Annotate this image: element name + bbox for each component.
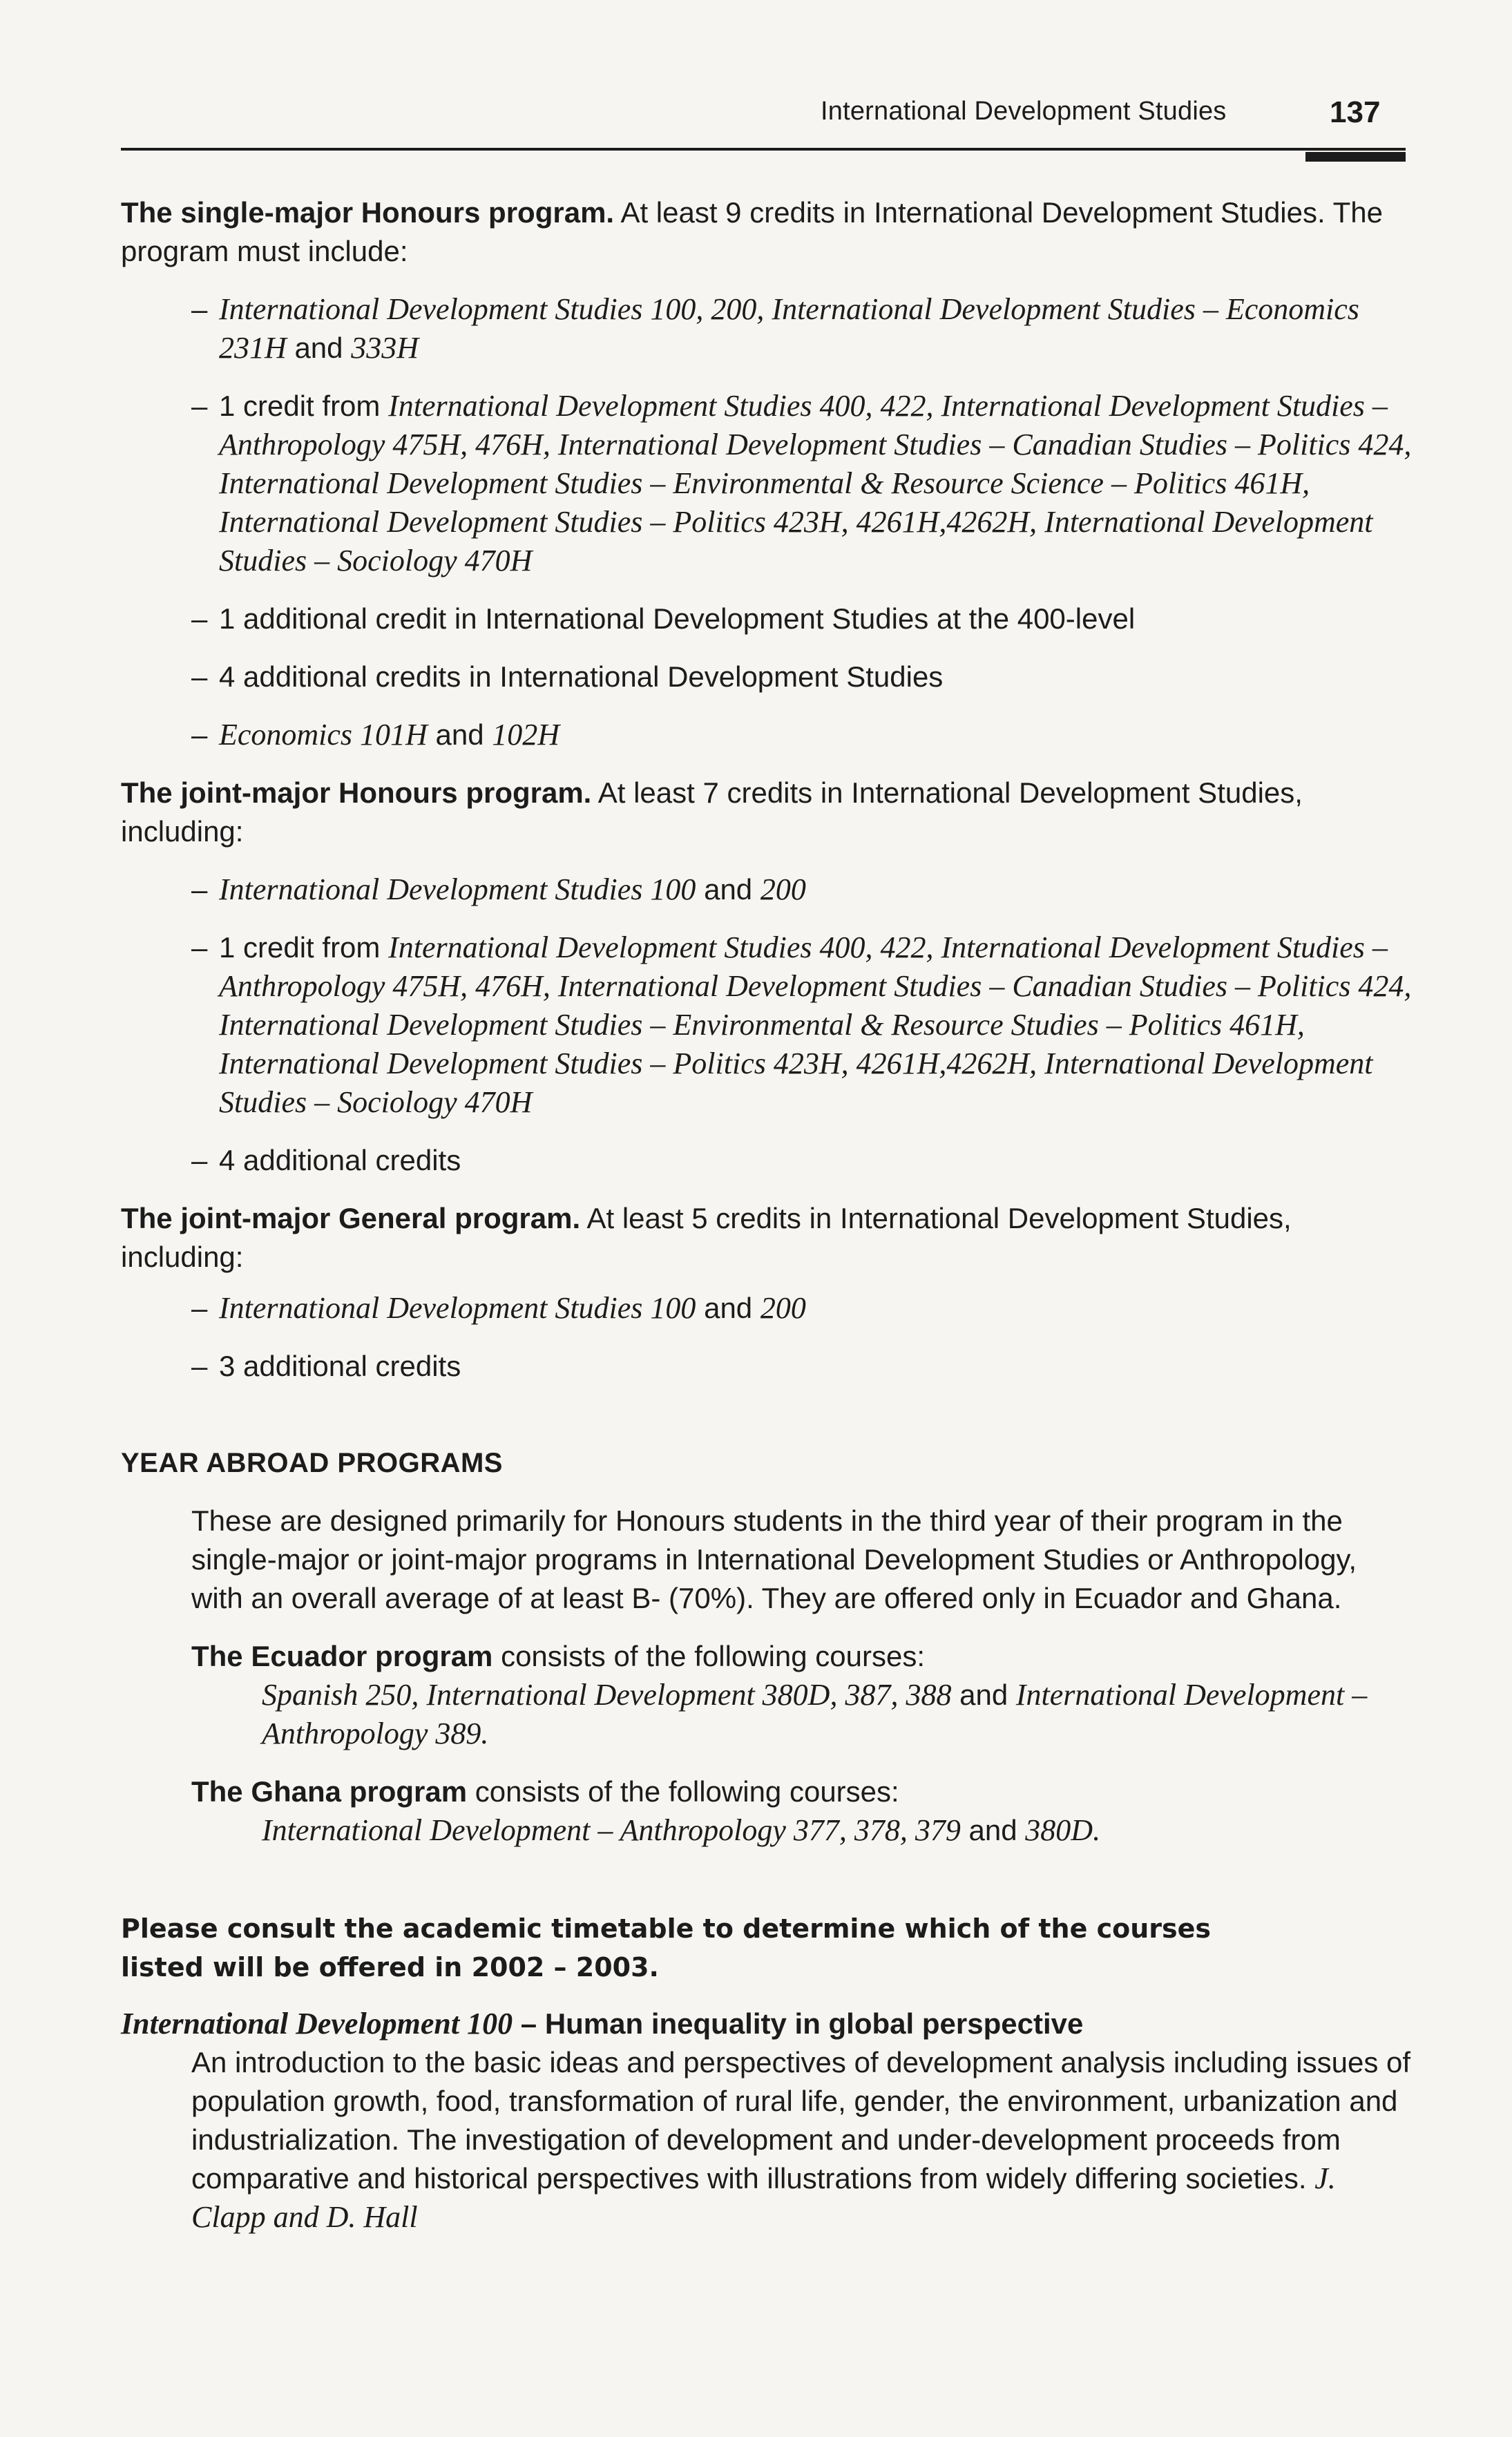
- list-item-text-part: and: [696, 873, 760, 906]
- ghana-program: [121, 1772, 1413, 1850]
- ecuador-program: [121, 1637, 1413, 1753]
- course-list-text-part: and: [951, 1679, 1016, 1711]
- list-dash: –: [191, 293, 208, 325]
- list-dash: –: [191, 390, 208, 422]
- list-item-text-part: 4 additional credits in International Development Studies: [219, 660, 944, 693]
- list-item-text-part: 200: [760, 1291, 806, 1325]
- list-item-text-part: International Development Studies 400, 422, International Development Studies – Anthropology 475H, 476H, International Development Studies – Canadian Studies – Politics 424, International Development Studies – Environmental & Resource Science – Politics 461H, International Development Studies – Politics 423H, 4261H,4262H, International Development Studies – Sociology 470H: [219, 389, 1412, 577]
- single-major-heading: The single-major Honours program.: [121, 196, 615, 229]
- list-item-text-part: International Development Studies 100: [219, 1291, 696, 1325]
- joint-general-intro: [121, 1199, 1413, 1277]
- page-body: [121, 193, 1413, 2237]
- course-list-text-part: Spanish 250, International Development 380D, 387, 388: [262, 1678, 952, 1712]
- course-list-text-part: 380D.: [1025, 1813, 1101, 1847]
- list-dash: –: [191, 931, 208, 964]
- course-100-code: International Development 100: [121, 2007, 513, 2041]
- year-abroad-intro: These are designed primarily for Honours students in the third year of their program in the single-major or joint-major programs in International Development Studies or Anthropology, with an overall average of at least B- (70%). They are offered only in Ecuador and Ghana.: [191, 1504, 1357, 1614]
- list-item-text-part: and: [696, 1292, 760, 1324]
- list-item: [121, 387, 1413, 580]
- list-item: [121, 870, 1413, 909]
- header-rule: [121, 148, 1406, 151]
- ghana-requirement: consists of the following courses:: [467, 1775, 899, 1808]
- list-dash: –: [191, 602, 208, 635]
- course-100-description: [121, 2043, 1413, 2237]
- list-item: [121, 716, 1413, 754]
- joint-honours-heading: The joint-major Honours program.: [121, 776, 592, 809]
- ecuador-courses: [191, 1676, 1413, 1753]
- list-item-text-part: 4 additional credits: [219, 1144, 461, 1176]
- year-abroad-title: YEAR ABROAD PROGRAMS: [121, 1448, 503, 1478]
- joint-general-list: [121, 1289, 1413, 1386]
- list-item: [121, 600, 1413, 638]
- timetable-notice: Please consult the academic timetable to determine which of the courses listed will be offered in 2002 – 2003.: [121, 1913, 1212, 1982]
- list-item-text-part: and: [286, 332, 352, 364]
- ghana-heading: The Ghana program: [191, 1775, 468, 1808]
- course-100-heading: [121, 2005, 1413, 2043]
- list-item-text-part: 1 additional credit in International Development Studies at the 400-level: [219, 602, 1136, 635]
- course-list-text-part: International Development – Anthropology 389.: [262, 1678, 1368, 1750]
- list-item-text-part: 1 credit from: [219, 390, 389, 422]
- running-header-title: International Development Studies: [821, 97, 1227, 126]
- list-item: [121, 1141, 1413, 1180]
- course-100-title: – Human inequality in global perspective: [513, 2007, 1084, 2040]
- list-dash: –: [191, 873, 208, 906]
- single-major-list: [121, 290, 1413, 754]
- single-major-intro: [121, 193, 1413, 271]
- list-dash: –: [191, 660, 208, 693]
- list-item-text-part: Economics 101H: [219, 718, 428, 752]
- joint-honours-requirement: At least 7 credits in International Development Studies, including:: [121, 776, 1303, 848]
- joint-honours-list: [121, 870, 1413, 1180]
- list-dash: –: [191, 1350, 208, 1382]
- list-item-text-part: International Development Studies 100, 200, International Development Studies – Economics 231H: [219, 292, 1359, 365]
- list-item-text-part: 1 credit from: [219, 931, 389, 964]
- ecuador-heading: The Ecuador program: [191, 1640, 493, 1672]
- list-item-text-part: and: [427, 718, 492, 751]
- list-item-text-part: 200: [760, 872, 806, 906]
- header-thumb-tab: [1305, 152, 1406, 162]
- single-major-requirement: At least 9 credits in International Development Studies. The program must include:: [121, 196, 1383, 267]
- list-item-text-part: 102H: [492, 718, 560, 752]
- ghana-courses: [191, 1811, 1413, 1850]
- list-dash: –: [191, 1292, 208, 1324]
- list-item-text-part: International Development Studies 400, 422, International Development Studies – Anthropology 475H, 476H, International Development Studies – Canadian Studies – Politics 424, International Development Studies – Environmental & Resource Studies – Politics 461H, International Development Studies – Politics 423H, 4261H,4262H, International Development Studies – Sociology 470H: [219, 930, 1412, 1119]
- list-item: [121, 1289, 1413, 1328]
- course-list-text-part: International Development – Anthropology 377, 378, 379: [262, 1813, 961, 1847]
- list-dash: –: [191, 718, 208, 751]
- course-list-text-part: and: [960, 1814, 1026, 1846]
- list-dash: –: [191, 1144, 208, 1176]
- page-number: 137: [1330, 95, 1381, 129]
- list-item: [121, 1347, 1413, 1386]
- list-item-text-part: International Development Studies 100: [219, 872, 696, 906]
- course-100-description-text: An introduction to the basic ideas and perspectives of development analysis including issues of population growth, food, transformation of rural life, gender, the environment, urbanization and industrialization. The investigation of development and under-development proceeds from comparative and historical perspectives with illustrations from widely differing societies.: [191, 2046, 1411, 2195]
- list-item: [121, 658, 1413, 696]
- course-100-instructors: J. Clapp and D. Hall: [191, 2161, 1336, 2234]
- joint-general-requirement: At least 5 credits in International Development Studies, including:: [121, 1202, 1292, 1273]
- list-item-text-part: 333H: [351, 331, 419, 365]
- joint-honours-intro: [121, 774, 1413, 851]
- ecuador-requirement: consists of the following courses:: [492, 1640, 926, 1672]
- joint-general-heading: The joint-major General program.: [121, 1202, 581, 1234]
- list-item-text-part: 3 additional credits: [219, 1350, 461, 1382]
- list-item: [121, 290, 1413, 367]
- list-item: [121, 928, 1413, 1122]
